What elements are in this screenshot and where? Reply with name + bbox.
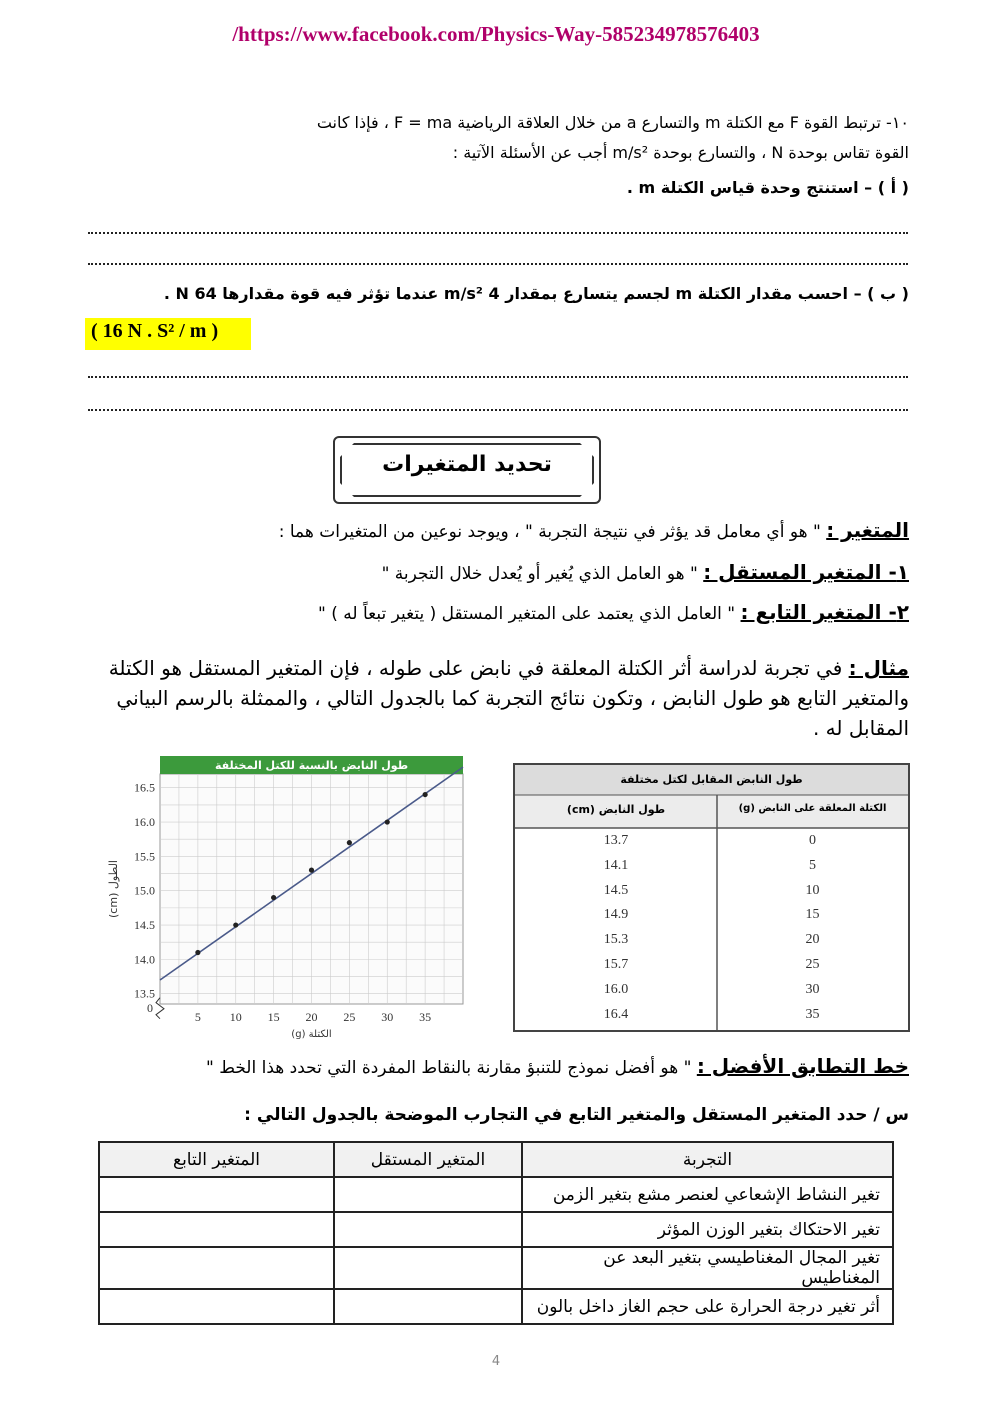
length-cell: 16.4 (603, 1006, 629, 1022)
header-independent: المتغير المستقل (334, 1142, 522, 1177)
y-tick-label: 15.5 (134, 849, 155, 864)
mass-cell: 30 (805, 981, 820, 997)
header-experiment: التجربة (522, 1142, 893, 1177)
answer-line (88, 232, 908, 234)
mass-cell: 20 (805, 932, 820, 948)
y-tick-label: 13.5 (134, 986, 155, 1001)
mass-cell: 15 (805, 907, 820, 923)
mass-cell: 35 (805, 1006, 820, 1022)
q10-line1: ١٠- ترتبط القوة F مع الكتلة m والتسارع a من خلال العلاقة الرياضية F = ma ، فإذا كانت (316, 113, 909, 132)
x-tick-label: 25 (343, 1010, 356, 1024)
data-point (423, 792, 428, 797)
answer-line (88, 409, 908, 411)
mass-cell: 25 (805, 957, 820, 972)
answer-text: ( 16 N . S² / m ) (91, 320, 219, 342)
dependent-answer-cell[interactable] (99, 1212, 334, 1247)
dependent-answer-cell[interactable] (99, 1177, 334, 1212)
y-tick-label: 16.5 (134, 780, 155, 795)
experiment-cell: تغير النشاط الإشعاعي لعنصر مشع بتغير الزمن (522, 1177, 893, 1212)
spring-data-table (513, 763, 910, 1032)
x-tick-label: 5 (194, 1010, 201, 1024)
definition-best-fit (206, 1054, 909, 1078)
independent-text: " هو العامل الذي يُغير أو يُعدل خلال التجربة " (381, 564, 704, 584)
data-point (309, 868, 314, 873)
experiment-cell: تغير المجال المغناطيسي بتغير البعد عن المغناطيس (522, 1247, 893, 1289)
length-cell: 15.7 (603, 957, 629, 972)
question-table (98, 1141, 894, 1325)
x-tick-label: 15 (267, 1010, 280, 1024)
data-point (271, 895, 276, 900)
definition-variable (279, 518, 909, 542)
column-header-mass: الكتلة المعلقة على النابض (g) (738, 803, 887, 814)
y-tick-label: 16.0 (134, 815, 155, 830)
y-axis-label: الطول (cm) (107, 860, 120, 918)
x-tick-label: 10 (229, 1010, 242, 1024)
independent-term: ١- المتغير المستقل : (703, 560, 909, 584)
length-cell: 15.3 (603, 932, 629, 948)
y-tick-label: 14.5 (134, 918, 155, 933)
data-point (385, 819, 390, 824)
column-header-length: طول النابض (cm) (566, 803, 666, 816)
table-title: طول النابض المقابل لكتل مختلفة (620, 773, 803, 786)
table-row (99, 1177, 893, 1212)
length-cell: 14.1 (603, 857, 629, 873)
example-term: مثال : (848, 656, 909, 680)
x-tick-label: 20 (305, 1010, 318, 1024)
dependent-answer-cell[interactable] (99, 1289, 334, 1324)
independent-answer-cell[interactable] (334, 1247, 522, 1289)
y-tick-label: 15.0 (134, 883, 155, 898)
q10-part-b: ( ب ) – احسب مقدار الكتلة m لجسم يتسارع بمقدار 4 m/s² عندما تؤثر فيه قوة مقدارها 64 N . (163, 284, 909, 303)
section-title-box (333, 436, 601, 504)
x-tick-label: 35 (419, 1010, 432, 1024)
header-dependent: المتغير التابع (99, 1142, 334, 1177)
question-prompt: س / حدد المتغير المستقل والمتغير التابع في التجارب الموضحة بالجدول التالي : (244, 1105, 909, 1125)
dependent-answer-cell[interactable] (99, 1247, 334, 1289)
mass-cell: 5 (809, 857, 816, 873)
bestfit-term: خط التطابق الأفضل : (696, 1054, 909, 1078)
mass-cell: 0 (809, 833, 816, 848)
definition-dependent (318, 600, 909, 624)
dependent-term: ٢- المتغير التابع : (740, 600, 909, 624)
q10-part-a: ( أ ) – استنتج وحدة قياس الكتلة m . (626, 178, 909, 197)
answer-line (88, 376, 908, 378)
table-row (99, 1247, 893, 1289)
bestfit-text: " هو أفضل نموذج للتنبؤ مقارنة بالنقاط المفردة التي تحدد هذا الخط " (205, 1058, 697, 1078)
table-row (99, 1212, 893, 1247)
length-cell: 14.9 (603, 907, 629, 923)
length-cell: 14.5 (603, 882, 629, 898)
experiment-cell: أثر تغير درجة الحرارة على حجم الغاز داخل بالون (522, 1289, 893, 1324)
data-point (233, 922, 238, 927)
header-link[interactable]: /https://www.facebook.com/Physics-Way-585234978576403 (232, 22, 760, 46)
y-tick-label: 14.0 (134, 952, 155, 967)
variable-term: المتغير : (826, 518, 909, 542)
q10-line2: القوة تقاس بوحدة N ، والتسارع بوحدة m/s² أجب عن الأسئلة الآتية : (452, 143, 909, 162)
independent-answer-cell[interactable] (334, 1212, 522, 1247)
answer-highlight (85, 318, 251, 350)
dependent-text: " العامل الذي يعتمد على المتغير المستقل ( يتغير تبعاً له ) " (318, 604, 741, 624)
experiment-cell: تغير الاحتكاك بتغير الوزن المؤثر (522, 1212, 893, 1247)
page-number: 4 (491, 1354, 501, 1369)
example-paragraph (79, 653, 909, 743)
x-axis-label: الكتلة (g) (291, 1029, 332, 1040)
variable-text: " هو أي معامل قد يؤثر في نتيجة التجربة " ، ويوجد نوعين من المتغيرات هما : (278, 522, 827, 542)
x-tick-label: 30 (381, 1010, 394, 1024)
answer-line (88, 263, 908, 265)
origin-label: 0 (147, 1001, 153, 1015)
question-table-header (99, 1142, 893, 1177)
example-text: في تجربة لدراسة أثر الكتلة المعلقة في نابض على طوله ، فإن المتغير المستقل هو الكتلة والمتغير التابع هو طول النابض ، وتكون نتائج التجربة كما بالجدول التالي ، والممثلة بالرسم البياني المقابل له . (108, 656, 909, 740)
definition-independent (382, 560, 909, 584)
chart-title: طول النابض بالنسبة للكتل المختلفة (214, 759, 409, 772)
independent-answer-cell[interactable] (334, 1289, 522, 1324)
independent-answer-cell[interactable] (334, 1177, 522, 1212)
data-point (347, 840, 352, 845)
section-title: تحديد المتغيرات (382, 452, 552, 477)
data-point (195, 950, 200, 955)
spring-chart (103, 752, 473, 1052)
table-row (99, 1289, 893, 1324)
length-cell: 13.7 (603, 833, 629, 848)
length-cell: 16.0 (603, 981, 629, 997)
mass-cell: 10 (805, 882, 820, 898)
